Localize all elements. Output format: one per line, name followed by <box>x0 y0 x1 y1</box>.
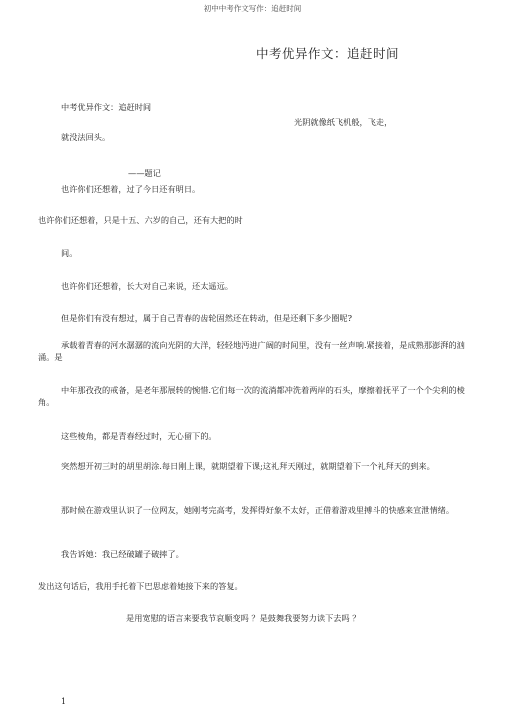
paragraph-5: 承载着青春的河水潺潺的流向光阴的大洋，轻轻地沔进广阔的时间里，没有一丝声响.紧接着，是成熟那澎湃的汹涌。是 <box>38 340 465 362</box>
paragraph-6: 中年那孜孜的戒备，是老年那展转的惋惜.它们每一次的流淌都冲洗着两岸的石头，摩擦着抚平了一个个尖利的棱角。 <box>38 385 465 407</box>
epigraph-attribution: ——题记 <box>128 168 161 178</box>
running-header: 初中中考作文写作：追赶时间 <box>203 4 302 13</box>
paragraph-9: 那时候在游戏里认识了一位网友，她刚考完高考，发挥得好象不太好，正借着游戏里搏斗的快感来宣泄情绪。 <box>61 505 455 515</box>
paragraph-2-line-1: 也许你们还想着，只是十五、六岁的自己，还有大把的时 <box>38 215 243 225</box>
paragraph-10: 我告诉她：我已经破罐子破摔了。 <box>61 549 184 559</box>
paragraph-3: 也许你们还想着，长大对自己来说，还太遥远。 <box>61 281 233 291</box>
page-number: 1 <box>61 697 67 706</box>
page-title: 中考优异作文：追赶时间 <box>255 46 399 61</box>
paragraph-12: 是用宽慰的语言来要我节哀顺变吗 ？是鼓舞我要努力读下去吗 ？ <box>126 613 361 623</box>
paragraph-8: 突然想开初三时的胡里胡涂.每日刚上课，就期望着下课;这礼拜天刚过，就期望着下一个礼拜天的到来。 <box>61 461 435 471</box>
epigraph-line-1: 光阴就像纸飞机般，飞走， <box>294 117 393 127</box>
paragraph-4: 但是你们有没有想过，属于自己青春的齿轮固然还在转动，但是还剩下多少圈呢? <box>61 313 352 323</box>
paragraph-2-line-2: 间。 <box>61 248 78 258</box>
paragraph-1: 也许你们还想着，过了今日还有明日。 <box>61 184 201 194</box>
paragraph-11: 发出这句话后，我用手托着下巴思虑着她接下来的答复。 <box>38 581 243 591</box>
epigraph-line-2: 就没法回头。 <box>61 132 111 142</box>
intro-line: 中考优异作文：追赶时间 <box>61 102 152 112</box>
paragraph-7: 这些棱角，都是青春经过时，无心留下的。 <box>61 431 217 441</box>
